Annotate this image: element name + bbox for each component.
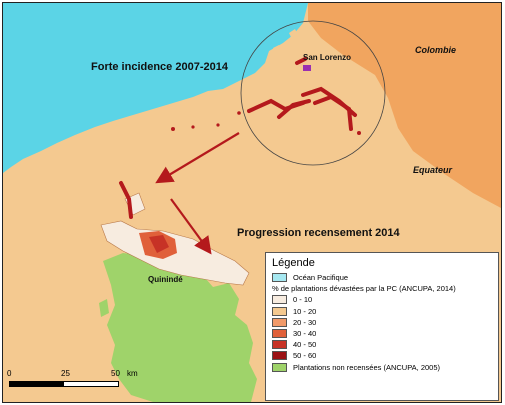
legend-label: 30 - 40 (293, 329, 317, 339)
legend-swatch (272, 307, 287, 316)
scale-tick-label: 50 (111, 369, 120, 378)
progression-arrow (159, 133, 239, 181)
pacific-ocean (3, 3, 308, 173)
scale-bar (7, 369, 147, 399)
unsurveyed-plantations-area (99, 299, 109, 317)
legend-label: 0 - 10 (293, 295, 313, 305)
legend-title: Légende (272, 257, 315, 269)
legend-swatch (272, 318, 287, 327)
equateur-label: Equateur (413, 165, 453, 175)
legend-label: 40 - 50 (293, 340, 317, 350)
forte-incidence-label: Forte incidence 2007-2014 (91, 61, 228, 73)
legend-swatch (272, 340, 287, 349)
scattered-infestation-dots (171, 111, 361, 135)
legend-swatch (272, 351, 287, 360)
colombia-region (308, 3, 501, 208)
legend-item-unsurveyed (272, 362, 492, 373)
scale-unit: km (127, 369, 138, 378)
legend-label: Plantations non recensées (ANCUPA, 2005) (293, 362, 441, 372)
legend-item-class (272, 328, 492, 339)
legend-label: 10 - 20 (293, 306, 317, 316)
legend-label: Océan Pacifique (293, 273, 349, 283)
legend-item-class (272, 306, 492, 317)
san-lorenzo-label: San Lorenzo (303, 53, 352, 62)
legend-item-class (272, 339, 492, 350)
legend-swatch (272, 329, 287, 338)
legend-swatch (272, 273, 287, 282)
legend-item-ocean (272, 272, 492, 283)
legend-item-class (272, 317, 492, 328)
scale-tick-label: 0 (7, 369, 12, 378)
quininde-label: Quinindé (148, 275, 183, 284)
legend-subtitle: % de plantations dévastées par la PC (ANCUPA, 2014) (272, 284, 456, 294)
legend-swatch (272, 363, 287, 372)
scale-bar-graphic (9, 381, 119, 387)
san-lorenzo-marker (303, 65, 311, 71)
legend-swatch (272, 295, 287, 304)
legend-item-class (272, 350, 492, 361)
legend-label: 20 - 30 (293, 317, 317, 327)
colombie-label: Colombie (415, 45, 457, 55)
legend-item-class (272, 294, 492, 305)
scale-tick-label: 25 (61, 369, 70, 378)
progression-label: Progression recensement 2014 (237, 227, 400, 239)
map-frame (2, 2, 502, 403)
legend-panel (265, 252, 499, 401)
legend-label: 50 - 60 (293, 351, 317, 361)
